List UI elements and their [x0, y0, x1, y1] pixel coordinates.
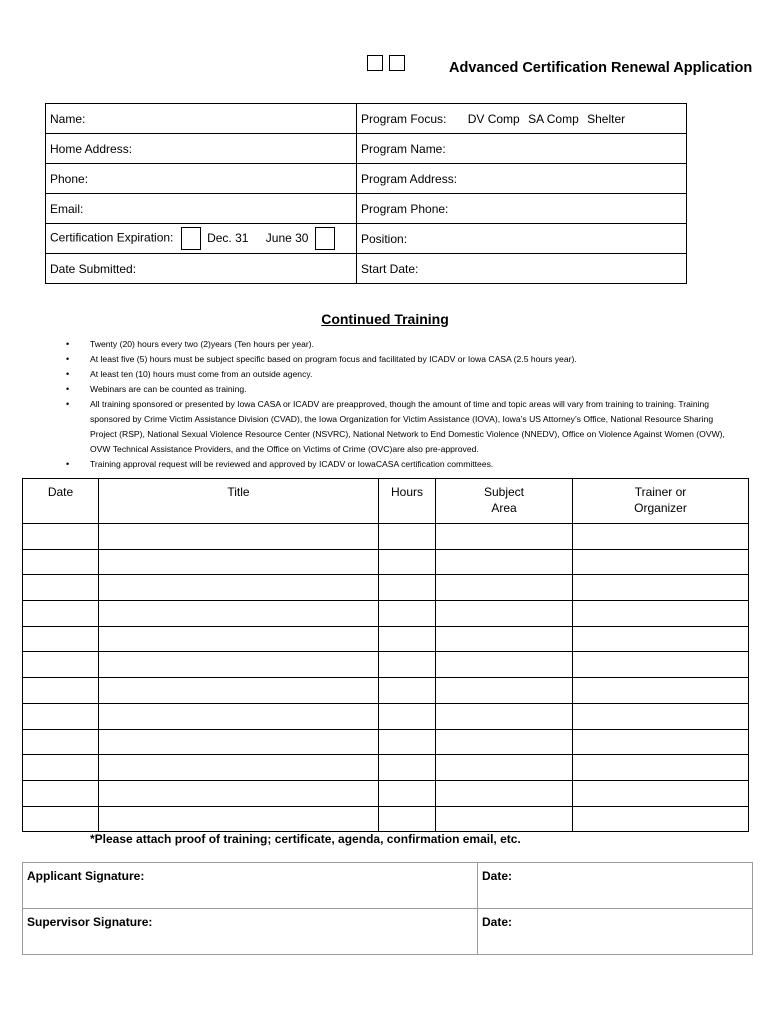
focus-option-dv[interactable]: DV Comp: [467, 111, 520, 126]
program-focus-label: Program Focus:: [361, 111, 447, 126]
date-submitted-field[interactable]: Date Submitted:: [46, 254, 357, 284]
table-row: [23, 601, 749, 627]
table-row: [23, 549, 749, 575]
log-cell-hours[interactable]: [379, 549, 436, 575]
applicant-info-table: [45, 103, 687, 284]
log-cell-title[interactable]: [99, 755, 379, 781]
log-cell-subject-area[interactable]: [436, 575, 573, 601]
program-name-field[interactable]: Program Name:: [357, 134, 687, 164]
table-row: [23, 678, 749, 704]
log-cell-subject-area[interactable]: [436, 626, 573, 652]
attach-proof-note: *Please attach proof of training; certificate, agenda, confirmation email, etc.: [90, 832, 521, 846]
table-row: [23, 524, 749, 550]
log-cell-subject-area[interactable]: [436, 780, 573, 806]
bullet-icon: •: [66, 459, 70, 469]
list-item: • Webinars are can be counted as training.: [66, 382, 734, 397]
applicant-date-field[interactable]: Date:: [478, 863, 753, 909]
june30-label: June 30: [265, 230, 309, 245]
log-cell-title[interactable]: [99, 524, 379, 550]
log-cell-trainer[interactable]: [573, 626, 749, 652]
log-cell-title[interactable]: [99, 678, 379, 704]
log-cell-subject-area[interactable]: [436, 755, 573, 781]
start-date-field[interactable]: Start Date:: [357, 254, 687, 284]
log-cell-date[interactable]: [23, 729, 99, 755]
table-row: [23, 755, 749, 781]
program-focus-field[interactable]: [357, 104, 687, 134]
log-cell-hours[interactable]: [379, 703, 436, 729]
log-cell-hours[interactable]: [379, 678, 436, 704]
table-row: [23, 729, 749, 755]
bullet-icon: •: [66, 339, 70, 349]
log-cell-hours[interactable]: [379, 755, 436, 781]
log-cell-hours[interactable]: [379, 601, 436, 627]
list-item: • All training sponsored or presented by Iowa CASA or ICADV are preapproved, though the amount of time and topic areas will vary from training to training. Training sponsored by Crime Victim Assistance Division (CVAD), the Iowa Organization for Victim Assistance (IOVA), Iowa’s US Attorney’s Office, National Resource Sharing Project (RSP), National Sexual Violence Resource Center (NSVRC), National Network to End Domestic Violence (NNEDV), Office on Violence Against Women (OVW), OVW Technical Assistance Providers, and the Office on Victims of Crime (OVC)are also pre-approved.: [66, 399, 725, 454]
june30-checkbox[interactable]: [315, 227, 335, 250]
applicant-signature-field[interactable]: Applicant Signature:: [23, 863, 478, 909]
log-cell-hours[interactable]: [379, 524, 436, 550]
log-cell-trainer[interactable]: [573, 549, 749, 575]
log-cell-title[interactable]: [99, 652, 379, 678]
col-header-subject-area: Subject Area: [436, 479, 573, 524]
log-cell-hours[interactable]: [379, 575, 436, 601]
supervisor-signature-field[interactable]: Supervisor Signature:: [23, 909, 478, 955]
log-cell-date[interactable]: [23, 780, 99, 806]
log-cell-subject-area[interactable]: [436, 703, 573, 729]
col-header-trainer: Trainer or Organizer: [573, 479, 749, 524]
col-header-date: Date: [23, 479, 99, 524]
log-cell-trainer[interactable]: [573, 703, 749, 729]
table-row: [23, 780, 749, 806]
log-cell-hours[interactable]: [379, 652, 436, 678]
log-cell-subject-area[interactable]: [436, 806, 573, 832]
email-field[interactable]: Email:: [46, 194, 357, 224]
col-header-title: Title: [99, 479, 379, 524]
header-checkbox-2[interactable]: [389, 55, 405, 71]
log-cell-hours[interactable]: [379, 780, 436, 806]
log-cell-trainer[interactable]: [573, 652, 749, 678]
log-cell-date[interactable]: [23, 575, 99, 601]
table-row: [23, 703, 749, 729]
name-field[interactable]: Name:: [46, 104, 357, 134]
home-address-field[interactable]: Home Address:: [46, 134, 357, 164]
log-cell-subject-area[interactable]: [436, 652, 573, 678]
log-cell-date[interactable]: [23, 626, 99, 652]
log-cell-title[interactable]: [99, 729, 379, 755]
log-cell-title[interactable]: [99, 549, 379, 575]
log-cell-date[interactable]: [23, 524, 99, 550]
log-cell-trainer[interactable]: [573, 524, 749, 550]
table-row: [23, 652, 749, 678]
log-cell-trainer[interactable]: [573, 729, 749, 755]
phone-field[interactable]: Phone:: [46, 164, 357, 194]
bullet-icon: •: [66, 399, 70, 409]
cert-expiration-label: Certification Expiration:: [50, 230, 174, 245]
log-cell-title[interactable]: [99, 575, 379, 601]
log-cell-title[interactable]: [99, 703, 379, 729]
log-cell-subject-area[interactable]: [436, 549, 573, 575]
log-cell-hours[interactable]: [379, 626, 436, 652]
list-item: • At least five (5) hours must be subject specific based on program focus and facilitated by ICADV or Iowa CASA (2.5 hours year).: [66, 352, 734, 367]
list-item: • Twenty (20) hours every two (2)years (Ten hours per year).: [66, 337, 734, 352]
table-row: [23, 626, 749, 652]
log-cell-date[interactable]: [23, 678, 99, 704]
log-cell-trainer[interactable]: [573, 806, 749, 832]
list-item: • At least ten (10) hours must come from an outside agency.: [66, 367, 734, 382]
bullet-icon: •: [66, 354, 70, 364]
list-item: • Training approval request will be reviewed and approved by ICADV or IowaCASA certification committees.: [66, 457, 734, 472]
log-cell-title[interactable]: [99, 601, 379, 627]
cert-expiration-field: [46, 224, 357, 254]
log-cell-subject-area[interactable]: [436, 601, 573, 627]
log-cell-trainer[interactable]: [573, 755, 749, 781]
table-row: [23, 806, 749, 832]
focus-option-shelter[interactable]: Shelter: [587, 111, 626, 126]
log-cell-title[interactable]: [99, 806, 379, 832]
page-title: Advanced Certification Renewal Application: [449, 60, 753, 76]
log-cell-trainer[interactable]: [573, 678, 749, 704]
header-checkbox-1[interactable]: [367, 55, 383, 71]
log-cell-title[interactable]: [99, 626, 379, 652]
dec31-checkbox[interactable]: [181, 227, 201, 250]
training-requirements-list: [66, 337, 734, 472]
dec31-label: Dec. 31: [207, 230, 249, 245]
log-cell-trainer[interactable]: [573, 780, 749, 806]
log-cell-date[interactable]: [23, 652, 99, 678]
focus-option-sa[interactable]: SA Comp: [528, 111, 579, 126]
log-cell-subject-area[interactable]: [436, 729, 573, 755]
log-cell-hours[interactable]: [379, 729, 436, 755]
bullet-icon: •: [66, 369, 70, 379]
log-cell-subject-area[interactable]: [436, 524, 573, 550]
log-cell-subject-area[interactable]: [436, 678, 573, 704]
position-field[interactable]: Position:: [357, 224, 687, 254]
log-cell-date[interactable]: [23, 806, 99, 832]
col-header-hours: Hours: [379, 479, 436, 524]
training-log-table: [22, 478, 749, 832]
log-cell-hours[interactable]: [379, 806, 436, 832]
bullet-icon: •: [66, 384, 70, 394]
program-phone-field[interactable]: Program Phone:: [357, 194, 687, 224]
log-cell-title[interactable]: [99, 780, 379, 806]
log-cell-date[interactable]: [23, 755, 99, 781]
continued-training-heading: Continued Training: [321, 311, 449, 327]
supervisor-date-field[interactable]: Date:: [478, 909, 753, 955]
program-address-field[interactable]: Program Address:: [357, 164, 687, 194]
log-cell-date[interactable]: [23, 703, 99, 729]
table-row: [23, 575, 749, 601]
signature-table: [22, 862, 753, 955]
log-cell-date[interactable]: [23, 549, 99, 575]
log-cell-trainer[interactable]: [573, 601, 749, 627]
log-cell-trainer[interactable]: [573, 575, 749, 601]
log-cell-date[interactable]: [23, 601, 99, 627]
training-log-body: [23, 524, 749, 832]
